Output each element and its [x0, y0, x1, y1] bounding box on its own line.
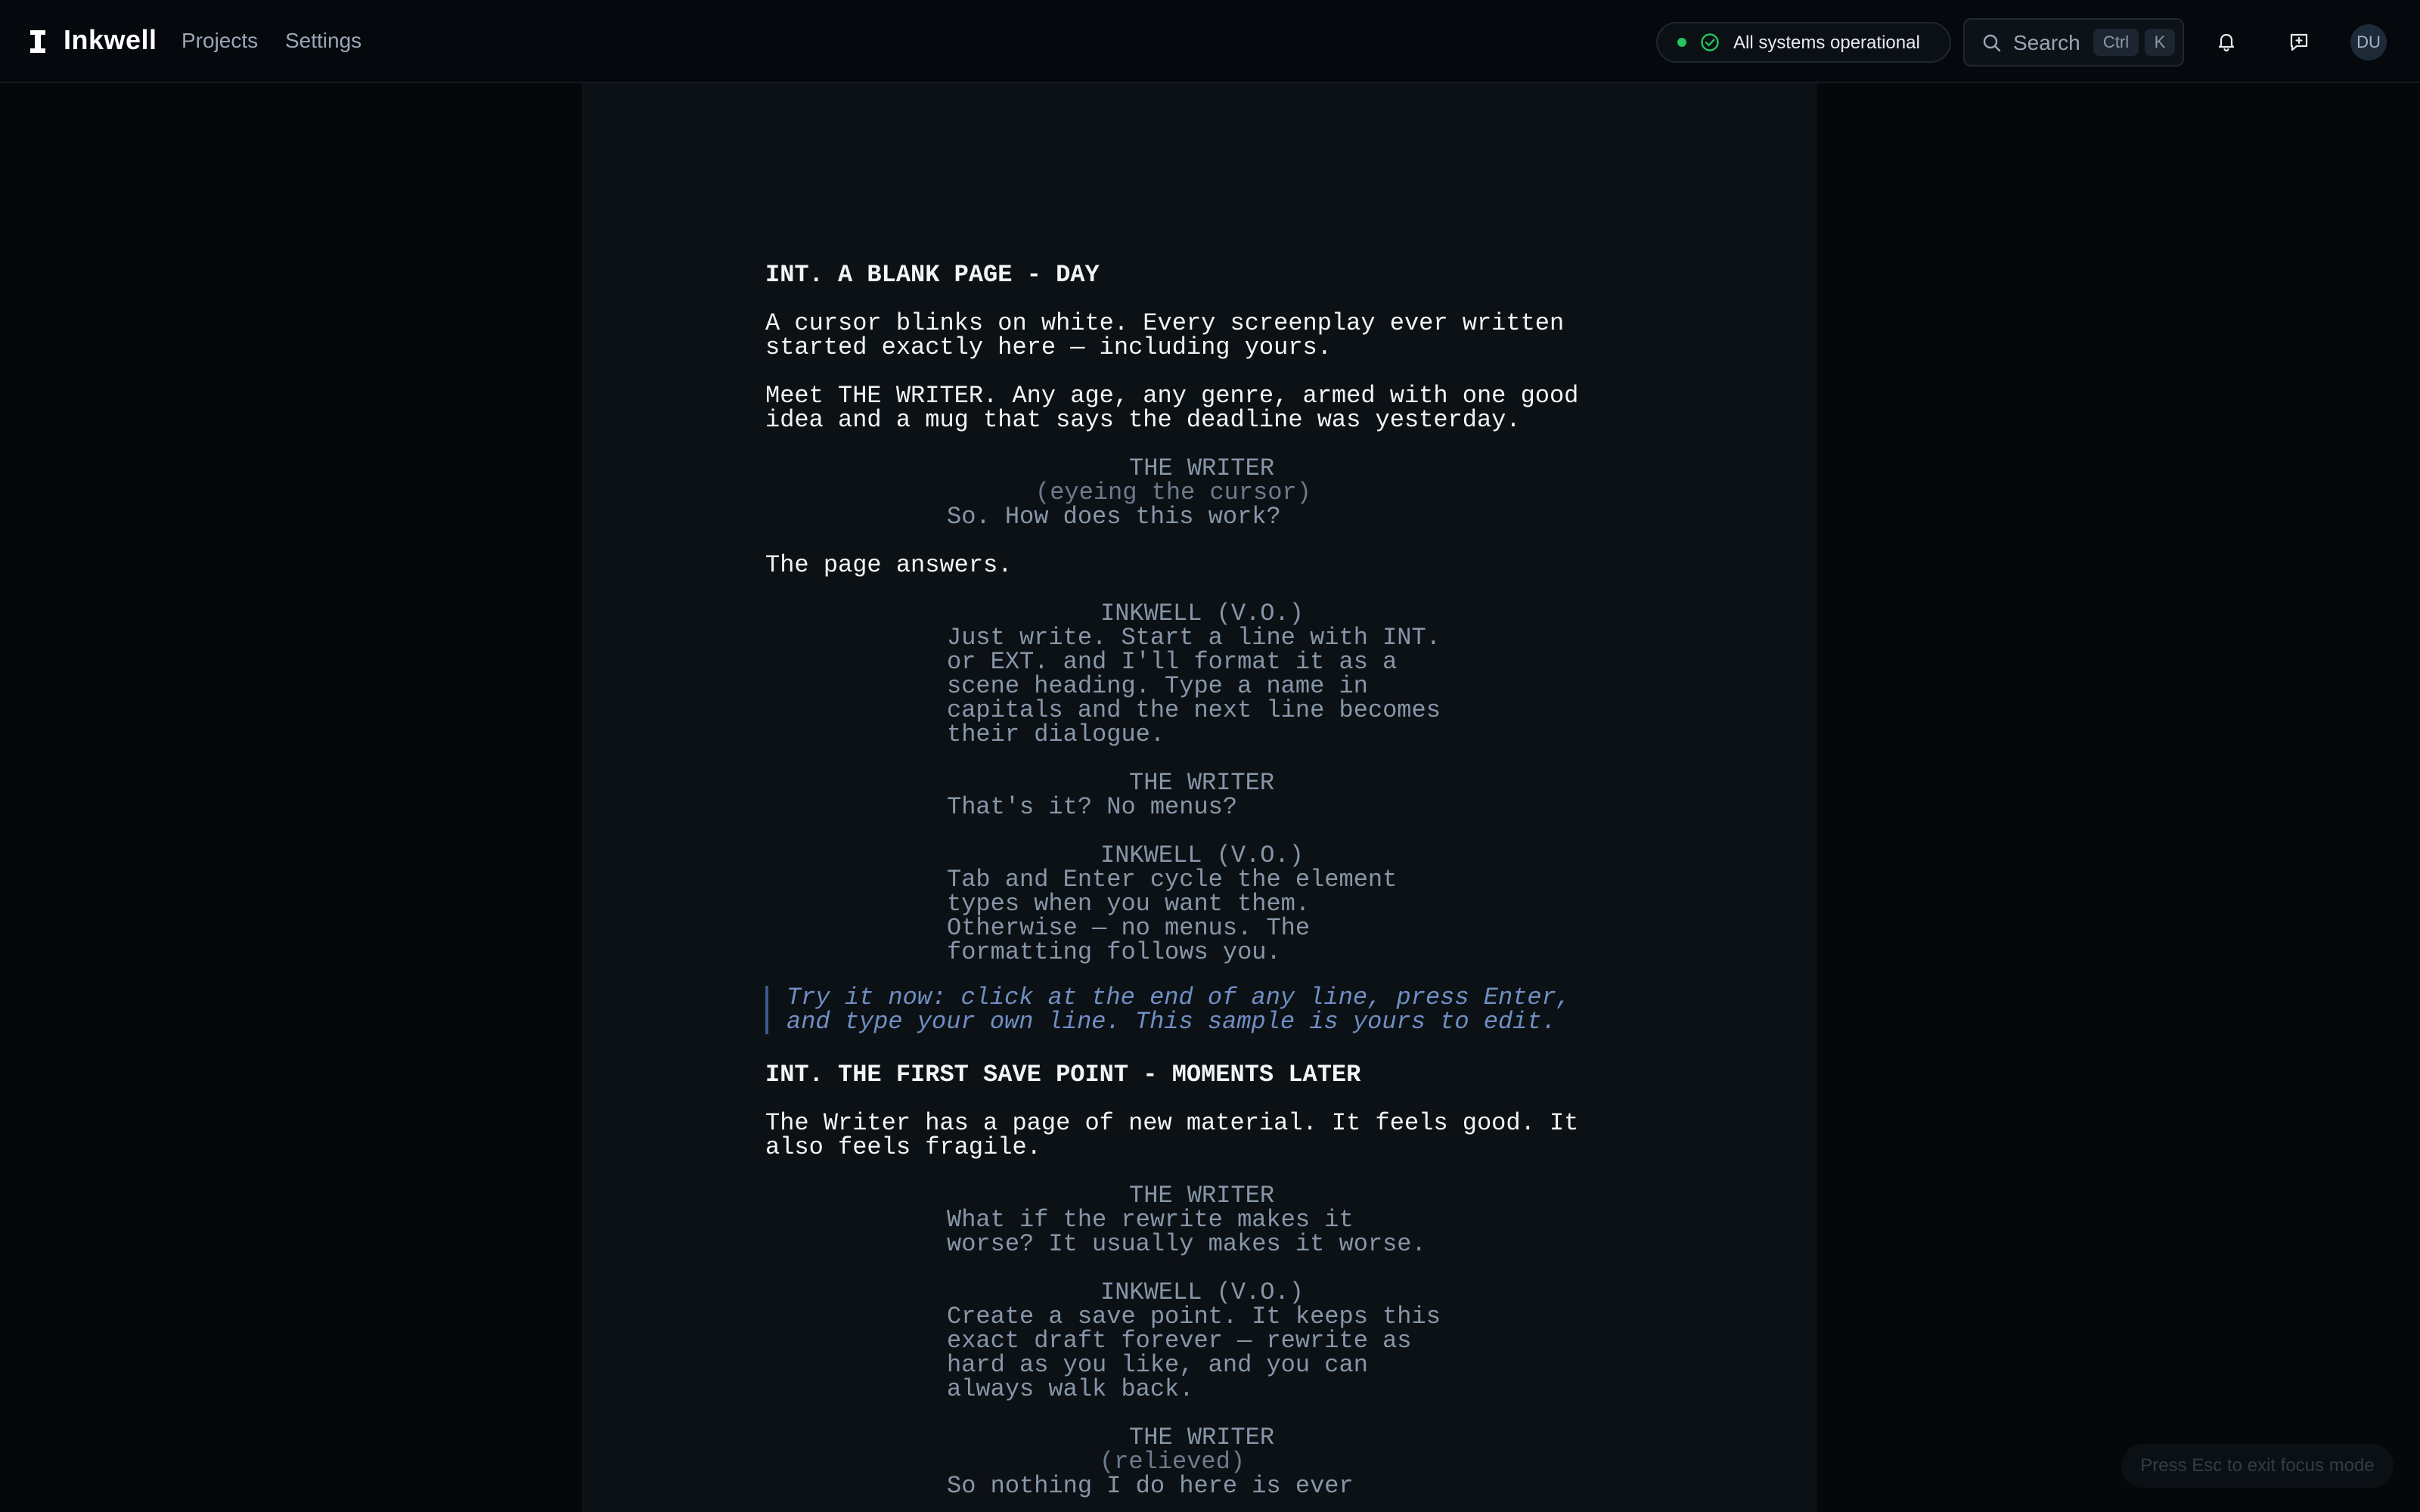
dialogue-line[interactable]: So nothing I do here is ever: [947, 1472, 1354, 1500]
search-label: Search: [2013, 31, 2080, 54]
action-line[interactable]: The Writer has a page of new material. It feels good. It: [765, 1109, 1579, 1137]
character-block[interactable]: [765, 454, 1635, 531]
dialogue-line[interactable]: worse? It usually makes it worse.: [947, 1230, 1426, 1258]
shortcut-key-k: K: [2145, 29, 2175, 56]
parenthetical[interactable]: (eyeing the cursor): [1035, 479, 1311, 507]
character-block[interactable]: [765, 1426, 1635, 1498]
action-line[interactable]: idea and a mug that says the deadline was yesterday.: [765, 406, 1521, 434]
dialogue-line[interactable]: capitals and the next line becomes: [947, 696, 1441, 724]
user-avatar[interactable]: DU: [2350, 24, 2387, 60]
dialogue-line[interactable]: exact draft forever — rewrite as: [947, 1327, 1412, 1355]
scene-heading[interactable]: [765, 263, 1635, 287]
dialogue-line[interactable]: or EXT. and I'll format it as a: [947, 648, 1398, 676]
character-name[interactable]: THE WRITER: [1129, 769, 1275, 797]
action-line[interactable]: Meet THE WRITER. Any age, any genre, armed with one good: [765, 382, 1579, 410]
character-name[interactable]: THE WRITER: [1129, 1424, 1275, 1452]
scene-heading-line[interactable]: INT. A BLANK PAGE - DAY: [765, 261, 1100, 289]
scene-heading-line[interactable]: INT. THE FIRST SAVE POINT - MOMENTS LATER: [765, 1061, 1361, 1089]
action-block[interactable]: [765, 384, 1635, 432]
character-name[interactable]: THE WRITER: [1129, 454, 1275, 482]
dialogue-line[interactable]: always walk back.: [947, 1375, 1194, 1403]
search-icon: [1981, 33, 2003, 54]
search-button[interactable]: [1963, 18, 2184, 67]
dialogue-block[interactable]: [765, 868, 1635, 965]
character-name[interactable]: INKWELL (V.O.): [1100, 600, 1304, 627]
action-block[interactable]: [765, 1111, 1635, 1160]
dialogue-line[interactable]: That's it? No menus?: [947, 793, 1238, 821]
hint-line: and type your own line. This sample is yours to edit.: [786, 1008, 1556, 1036]
dialogue-line[interactable]: Otherwise — no menus. The: [947, 914, 1311, 942]
dialogue-block[interactable]: [765, 1474, 1635, 1498]
character-name[interactable]: INKWELL (V.O.): [1100, 841, 1304, 869]
dialogue-line[interactable]: Tab and Enter cycle the element: [947, 866, 1398, 894]
dialogue-line[interactable]: What if the rewrite makes it: [947, 1206, 1354, 1234]
action-block[interactable]: [765, 553, 1635, 578]
action-line[interactable]: started exactly here — including yours.: [765, 333, 1332, 361]
status-dot-icon: [1677, 38, 1686, 47]
action-line[interactable]: also feels fragile.: [765, 1133, 1041, 1161]
dialogue-line[interactable]: Create a save point. It keeps this: [947, 1303, 1441, 1331]
dialogue-line[interactable]: types when you want them.: [947, 890, 1311, 918]
scene-heading[interactable]: [765, 1063, 1635, 1087]
dialogue-block[interactable]: [765, 626, 1635, 747]
character-block[interactable]: [765, 1278, 1635, 1403]
dialogue-line[interactable]: hard as you like, and you can: [947, 1351, 1368, 1379]
dialogue-line[interactable]: formatting follows you.: [947, 938, 1281, 966]
character-block[interactable]: [765, 771, 1635, 820]
check-circle-icon: [1700, 33, 1720, 52]
system-status-badge[interactable]: [1656, 22, 1951, 63]
action-block[interactable]: [765, 311, 1635, 360]
character-block[interactable]: [765, 1184, 1635, 1256]
dialogue-line[interactable]: Just write. Start a line with INT.: [947, 624, 1441, 652]
dialogue-line[interactable]: So. How does this work?: [947, 503, 1281, 531]
action-line[interactable]: The page answers.: [765, 551, 1013, 579]
status-text: All systems operational: [1733, 33, 1920, 53]
message-plus-icon: [2288, 31, 2310, 52]
notifications-button[interactable]: [2208, 23, 2245, 60]
feedback-button[interactable]: [2281, 23, 2317, 60]
character-name[interactable]: THE WRITER: [1129, 1182, 1275, 1210]
exit-focus-hint: Press Esc to exit focus mode: [2121, 1444, 2394, 1488]
dialogue-block[interactable]: [765, 505, 1635, 529]
brand-name[interactable]: Inkwell: [64, 24, 157, 55]
dialogue-block[interactable]: [765, 1208, 1635, 1256]
nav-projects-link[interactable]: Projects: [182, 29, 259, 52]
character-name[interactable]: INKWELL (V.O.): [1100, 1278, 1304, 1306]
top-bar: [0, 0, 2420, 83]
shortcut-key-ctrl: Ctrl: [2093, 29, 2139, 56]
action-line[interactable]: A cursor blinks on white. Every screenplay ever written: [765, 309, 1565, 337]
bell-icon: [2216, 31, 2237, 52]
dialogue-block[interactable]: [765, 1305, 1635, 1402]
hint-line: Try it now: click at the end of any line, press Enter,: [786, 984, 1571, 1012]
screenplay-editor[interactable]: [765, 263, 1635, 1498]
screenplay-page[interactable]: [582, 83, 1817, 1512]
parenthetical[interactable]: (relieved): [1100, 1448, 1246, 1476]
character-block[interactable]: [765, 602, 1635, 747]
nav-settings-link[interactable]: Settings: [285, 29, 362, 52]
dialogue-line[interactable]: scene heading. Type a name in: [947, 672, 1368, 700]
tutorial-hint[interactable]: [765, 986, 1635, 1034]
character-block[interactable]: [765, 841, 1635, 966]
dialogue-line[interactable]: their dialogue.: [947, 720, 1165, 748]
dialogue-block[interactable]: [765, 795, 1635, 820]
inkwell-logo-icon[interactable]: [29, 30, 47, 53]
